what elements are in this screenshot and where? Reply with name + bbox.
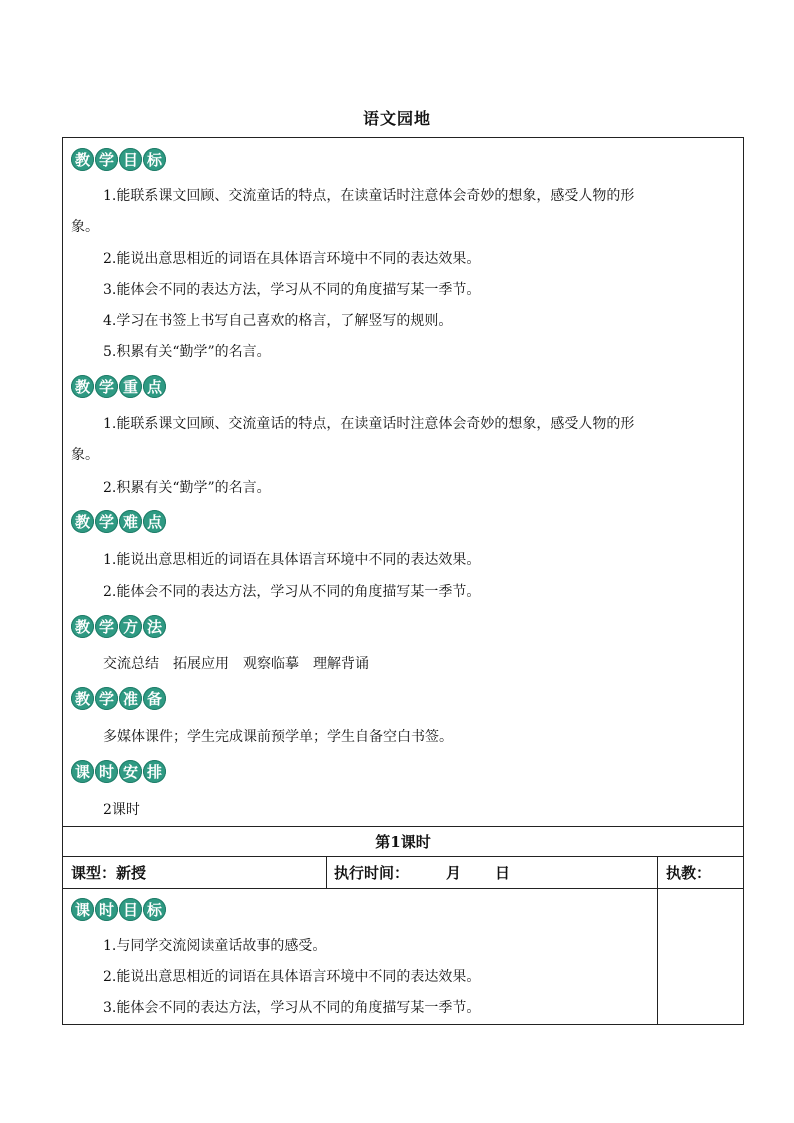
lesson-info-row [63,857,743,889]
section-badge-lesson-goals [71,898,167,924]
lesson-plan-table [62,137,744,1025]
lesson-goals-line: 2.能说出意思相近的词语在具体语言环境中不同的表达效果。 [103,969,481,985]
badge-character: 标 [143,898,166,921]
lesson-goals-line: 1.与同学交流阅读童话故事的感受。 [103,938,327,954]
day-label: 日 [495,864,511,882]
teacher-label: 执教： [666,864,712,882]
badge-character: 法 [143,615,166,638]
badge-character: 安 [119,760,142,783]
badge-character: 目 [119,148,142,171]
badge-character: 学 [95,510,118,533]
overview-cell [63,138,743,827]
goals-line: 2.能说出意思相近的词语在具体语言环境中不同的表达效果。 [103,251,481,267]
badge-character: 时 [95,760,118,783]
goals-line: 4.学习在书签上书写自己喜欢的格言，了解竖写的规则。 [103,313,453,329]
badge-character: 点 [143,510,166,533]
badge-character: 课 [71,760,94,783]
keypoints-line: 象。 [71,447,99,463]
goals-line: 象。 [71,219,99,235]
badge-character: 教 [71,615,94,638]
badge-character: 学 [95,148,118,171]
keypoints-line: 1.能联系课文回顾、交流童话的特点，在读童话时注意体会奇妙的想象，感受人物的形 [103,416,635,432]
badge-character: 目 [119,898,142,921]
divider [657,889,658,1024]
badge-character: 教 [71,510,94,533]
divider [326,857,327,888]
badge-character: 学 [95,687,118,710]
badge-character: 排 [143,760,166,783]
goals-line: 5.积累有关“勤学”的名言。 [103,344,271,360]
lesson-heading: 第1课时 [375,833,431,851]
keypoints-line: 2.积累有关“勤学”的名言。 [103,480,271,496]
badge-character: 方 [119,615,142,638]
badge-character: 备 [143,687,166,710]
goals-line: 1.能联系课文回顾、交流童话的特点，在读童话时注意体会奇妙的想象，感受人物的形 [103,188,635,204]
lesson-heading-row [63,827,743,857]
month-label: 月 [446,864,462,882]
badge-character: 教 [71,148,94,171]
difficulties-line: 1.能说出意思相近的词语在具体语言环境中不同的表达效果。 [103,552,481,568]
section-badge-methods [71,615,167,641]
difficulties-line: 2.能体会不同的表达方法，学习从不同的角度描写某一季节。 [103,584,481,600]
badge-character: 课 [71,898,94,921]
page-title: 语文园地 [362,109,431,128]
divider [657,857,658,888]
section-badge-difficulties [71,510,167,536]
badge-character: 准 [119,687,142,710]
section-badge-keypoints [71,375,167,401]
badge-character: 时 [95,898,118,921]
badge-character: 学 [95,375,118,398]
execution-time-label: 执行时间： [334,864,410,882]
schedule-line: 2课时 [103,802,140,818]
badge-character: 点 [143,375,166,398]
badge-character: 教 [71,687,94,710]
badge-character: 学 [95,615,118,638]
preparation-line: 多媒体课件；学生完成课前预学单；学生自备空白书签。 [103,729,453,745]
lesson-type: 课型：新授 [71,864,147,882]
methods-line: 交流总结 拓展应用 观察临摹 理解背诵 [103,656,369,672]
badge-character: 重 [119,375,142,398]
lesson-goals-line: 3.能体会不同的表达方法，学习从不同的角度描写某一季节。 [103,1000,481,1016]
section-badge-schedule [71,760,167,786]
section-badge-preparation [71,687,167,713]
section-badge-goals [71,148,167,174]
goals-line: 3.能体会不同的表达方法，学习从不同的角度描写某一季节。 [103,282,481,298]
badge-character: 难 [119,510,142,533]
lesson-goals-row [63,889,743,1024]
badge-character: 教 [71,375,94,398]
badge-character: 标 [143,148,166,171]
